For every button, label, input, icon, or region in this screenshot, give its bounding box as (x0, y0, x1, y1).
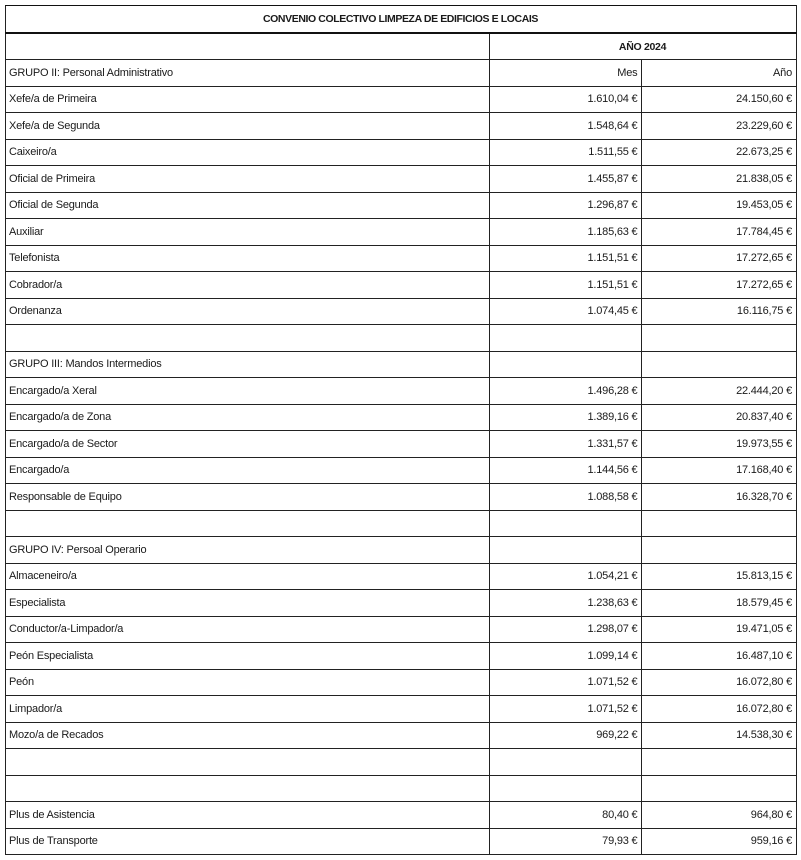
category-name: Peón (6, 669, 490, 696)
table-row (6, 696, 797, 723)
empty-cell (642, 351, 797, 378)
empty-cell (642, 749, 797, 776)
category-name: Xefe/a de Segunda (6, 113, 490, 140)
category-name: Telefonista (6, 245, 490, 272)
annual-salary: 16.072,80 € (642, 696, 797, 723)
table-row (6, 139, 797, 166)
group-header-row (6, 537, 797, 564)
table-row (6, 590, 797, 617)
year-header: AÑO 2024 (490, 33, 797, 60)
empty-cell (6, 325, 490, 352)
monthly-salary: 1.088,58 € (490, 484, 642, 511)
annual-salary: 19.453,05 € (642, 192, 797, 219)
category-name: Almaceneiro/a (6, 563, 490, 590)
category-name: Ordenanza (6, 298, 490, 325)
monthly-salary: 1.144,56 € (490, 457, 642, 484)
category-name: Mozo/a de Recados (6, 722, 490, 749)
annual-salary: 21.838,05 € (642, 166, 797, 193)
plus-name: Plus de Asistencia (6, 802, 490, 829)
salary-table (5, 5, 797, 855)
table-row (6, 272, 797, 299)
empty-cell (490, 537, 642, 564)
monthly-salary: 969,22 € (490, 722, 642, 749)
empty-cell (6, 775, 490, 802)
table-row (6, 166, 797, 193)
category-name: Peón Especialista (6, 643, 490, 670)
year-header-row (6, 33, 797, 60)
table-row (6, 219, 797, 246)
monthly-salary: 1.071,52 € (490, 696, 642, 723)
category-name: Oficial de Segunda (6, 192, 490, 219)
category-name: Caixeiro/a (6, 139, 490, 166)
category-name: Especialista (6, 590, 490, 617)
plus-monthly: 80,40 € (490, 802, 642, 829)
empty-cell (6, 510, 490, 537)
monthly-salary: 1.548,64 € (490, 113, 642, 140)
annual-salary: 20.837,40 € (642, 404, 797, 431)
monthly-salary: 1.496,28 € (490, 378, 642, 405)
blank-row (6, 775, 797, 802)
plus-annual: 964,80 € (642, 802, 797, 829)
annual-salary: 19.471,05 € (642, 616, 797, 643)
annual-salary: 18.579,45 € (642, 590, 797, 617)
category-name: Oficial de Primeira (6, 166, 490, 193)
table-row (6, 431, 797, 458)
annual-salary: 16.072,80 € (642, 669, 797, 696)
empty-cell (642, 325, 797, 352)
category-name: Xefe/a de Primeira (6, 86, 490, 113)
annual-salary: 16.116,75 € (642, 298, 797, 325)
monthly-salary: 1.238,63 € (490, 590, 642, 617)
annual-salary: 17.168,40 € (642, 457, 797, 484)
monthly-salary: 1.455,87 € (490, 166, 642, 193)
group-name: GRUPO II: Personal Administrativo (6, 60, 490, 87)
category-name: Limpador/a (6, 696, 490, 723)
category-name: Encargado/a (6, 457, 490, 484)
table-row (6, 378, 797, 405)
table-title: CONVENIO COLECTIVO LIMPEZA DE EDIFICIOS E LOCAIS (6, 6, 797, 34)
annual-salary: 17.784,45 € (642, 219, 797, 246)
annual-salary: 17.272,65 € (642, 245, 797, 272)
monthly-salary: 1.151,51 € (490, 245, 642, 272)
category-name: Responsable de Equipo (6, 484, 490, 511)
empty-cell (642, 510, 797, 537)
monthly-salary: 1.054,21 € (490, 563, 642, 590)
category-name: Encargado/a de Sector (6, 431, 490, 458)
plus-monthly: 79,93 € (490, 828, 642, 855)
annual-salary: 17.272,65 € (642, 272, 797, 299)
table-row (6, 643, 797, 670)
annual-salary: 15.813,15 € (642, 563, 797, 590)
title-row (6, 6, 797, 34)
monthly-salary: 1.151,51 € (490, 272, 642, 299)
table-row (6, 669, 797, 696)
plus-name: Plus de Transporte (6, 828, 490, 855)
empty-cell (642, 537, 797, 564)
annual-salary: 22.444,20 € (642, 378, 797, 405)
group-name: GRUPO III: Mandos Intermedios (6, 351, 490, 378)
annual-salary: 19.973,55 € (642, 431, 797, 458)
monthly-salary: 1.610,04 € (490, 86, 642, 113)
column-header-year: Año (642, 60, 797, 87)
table-row (6, 563, 797, 590)
monthly-salary: 1.298,07 € (490, 616, 642, 643)
plus-row (6, 828, 797, 855)
column-header-month: Mes (490, 60, 642, 87)
monthly-salary: 1.185,63 € (490, 219, 642, 246)
empty-cell (490, 325, 642, 352)
category-name: Auxiliar (6, 219, 490, 246)
empty-cell (6, 33, 490, 60)
annual-salary: 14.538,30 € (642, 722, 797, 749)
plus-annual: 959,16 € (642, 828, 797, 855)
blank-row (6, 749, 797, 776)
plus-row (6, 802, 797, 829)
category-name: Encargado/a Xeral (6, 378, 490, 405)
monthly-salary: 1.331,57 € (490, 431, 642, 458)
table-row (6, 86, 797, 113)
empty-cell (642, 775, 797, 802)
empty-cell (490, 749, 642, 776)
annual-salary: 22.673,25 € (642, 139, 797, 166)
monthly-salary: 1.296,87 € (490, 192, 642, 219)
empty-cell (490, 775, 642, 802)
annual-salary: 16.487,10 € (642, 643, 797, 670)
monthly-salary: 1.074,45 € (490, 298, 642, 325)
group-header-row (6, 60, 797, 87)
group-header-row (6, 351, 797, 378)
category-name: Cobrador/a (6, 272, 490, 299)
monthly-salary: 1.071,52 € (490, 669, 642, 696)
blank-row (6, 510, 797, 537)
table-row (6, 298, 797, 325)
table-row (6, 404, 797, 431)
annual-salary: 23.229,60 € (642, 113, 797, 140)
annual-salary: 16.328,70 € (642, 484, 797, 511)
table-row (6, 457, 797, 484)
category-name: Encargado/a de Zona (6, 404, 490, 431)
table-row (6, 113, 797, 140)
empty-cell (490, 510, 642, 537)
table-row (6, 484, 797, 511)
table-row (6, 245, 797, 272)
annual-salary: 24.150,60 € (642, 86, 797, 113)
table-row (6, 722, 797, 749)
table-row (6, 192, 797, 219)
group-name: GRUPO IV: Persoal Operario (6, 537, 490, 564)
monthly-salary: 1.511,55 € (490, 139, 642, 166)
category-name: Conductor/a-Limpador/a (6, 616, 490, 643)
empty-cell (6, 749, 490, 776)
empty-cell (490, 351, 642, 378)
table-row (6, 616, 797, 643)
monthly-salary: 1.099,14 € (490, 643, 642, 670)
monthly-salary: 1.389,16 € (490, 404, 642, 431)
blank-row (6, 325, 797, 352)
